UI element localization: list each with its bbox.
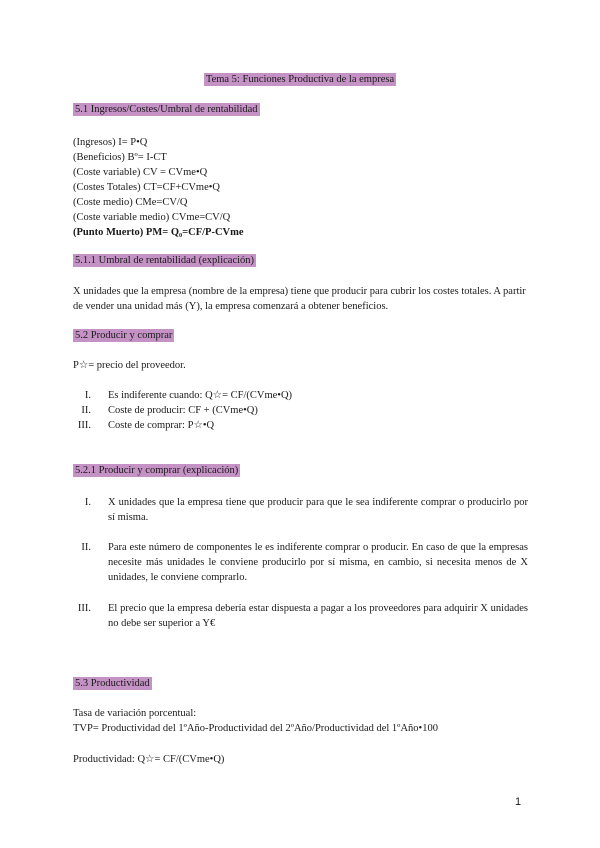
list-item: II. Para este número de componentes le es indiferente comprar o producir. En caso de que la empresas necesite más unidades le conviene producirlo por sí misma, en cambio, si necesita menos de X unidades, le conviene comprarlo. [81,542,528,583]
formula-beneficios: (Beneficios) Bº= I-CT [73,152,167,163]
formula-coste-variable-medio: (Coste variable medio) CVme=CV/Q [73,212,231,223]
list-item: III. El precio que la empresa debería estar dispuesta a pagar a los proveedores para adquirir X unidades no debe ser superior a Y€ [77,603,528,629]
document-title: Tema 5: Funciones Productiva de la empresa [205,74,395,85]
page-number: 1 [515,796,522,808]
formula-punto-muerto: (Punto Muerto) PM= Q₀=CF/P-CVme [73,227,244,238]
heading-5-3: 5.3 Productividad [75,678,150,689]
umbral-explanation: X unidades que la empresa (nombre de la empresa) tiene que producir para cubrir los costes totales. A partir de vender una unidad más (Y), la empresa comenzará a obtener beneficios. [73,286,526,312]
formula-costes-totales: (Costes Totales) CT=CF+CVme•Q [73,182,221,193]
list-item: I. X unidades que la empresa tiene que producir para que le sea indiferente comprar o producirlo por sí misma. [84,497,528,523]
formula-coste-variable: (Coste variable) CV = CVme•Q [73,167,208,178]
list-item: II. Coste de producir: CF + (CVme•Q) [81,405,258,416]
producir-comprar-list [73,388,292,433]
list-item: III. Coste de comprar: P☆•Q [77,420,215,431]
list-item: I. Es indiferente cuando: Q☆= CF/(CVme•Q) [84,390,293,401]
heading-5-1: 5.1 Ingresos/Costes/Umbral de rentabilidad [75,104,258,115]
formula-list [73,135,244,240]
formula-coste-medio: (Coste medio) CMe=CV/Q [73,197,188,208]
heading-5-2: 5.2 Producir y comprar [75,330,173,341]
heading-5-2-1: 5.2.1 Producir y comprar (explicación) [75,465,239,476]
tasa-variacion-label: Tasa de variación porcentual: [73,708,197,719]
proveedor-price-note: P☆= precio del proveedor. [73,360,186,371]
formula-ingresos: (Ingresos) I= P•Q [73,137,148,148]
productividad-formula: Productividad: Q☆= CF/(CVme•Q) [73,754,225,765]
heading-5-1-1: 5.1.1 Umbral de rentabilidad (explicación) [75,255,255,266]
tvp-formula: TVP= Productividad del 1ºAño-Productividad del 2ºAño/Productividad del 1ºAño•100 [73,723,438,734]
